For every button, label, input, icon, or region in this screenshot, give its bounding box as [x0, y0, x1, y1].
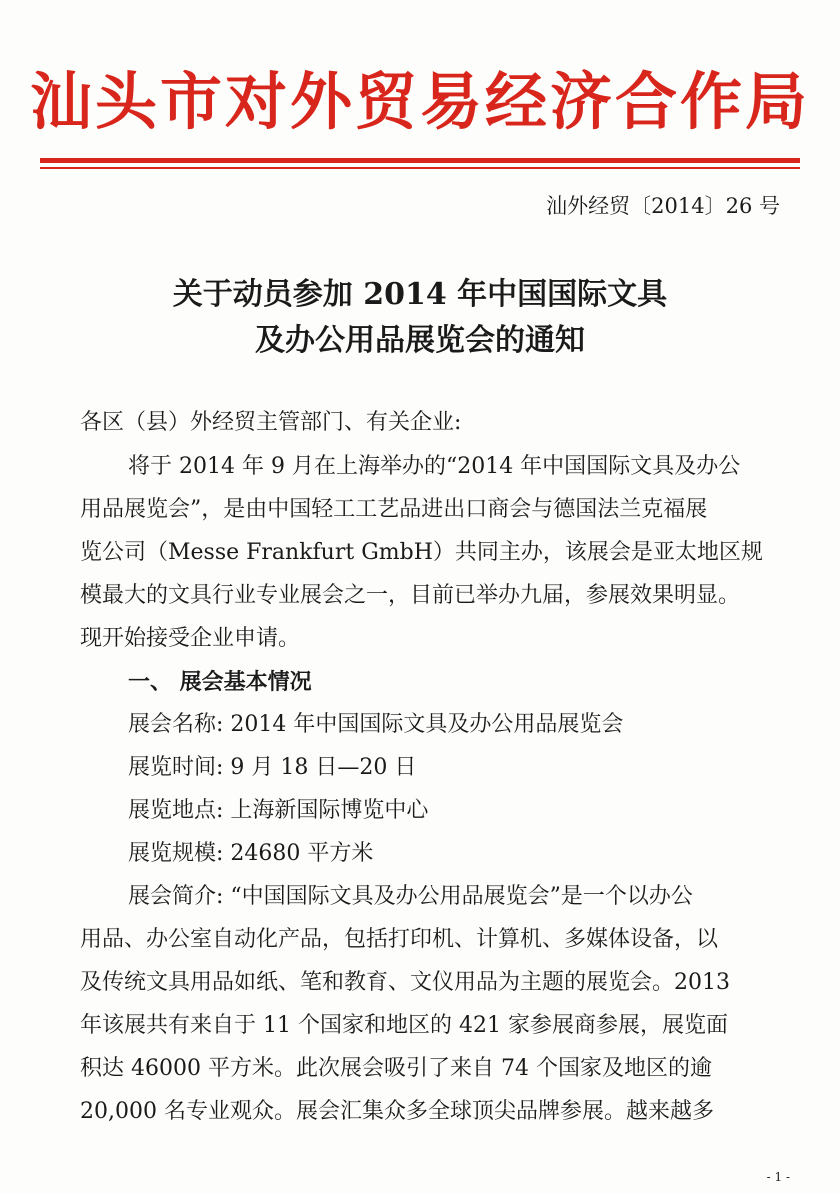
intro-line: 览公司（Messe Frankfurt GmbH）共同主办，该展会是亚太地区规 [80, 540, 763, 565]
intro-line: 模最大的文具行业专业展会之一，目前已举办九届，参展效果明显。 [80, 583, 741, 608]
salutation: 各区（县）外经贸主管部门、有关企业: [80, 410, 462, 435]
fact-exhibition-scale: 展览规模: 24680 平方米 [128, 841, 374, 866]
fact-exhibition-time: 展览时间: 9 月 18 日—20 日 [128, 755, 417, 780]
exhibition-intro-line: 及传统文具用品如纸、笔和教育、文仪用品为主题的展览会。2013 [80, 970, 730, 995]
red-divider-thin [40, 167, 800, 169]
intro-line: 将于 2014 年 9 月在上海举办的“2014 年中国国际文具及办公 [128, 454, 741, 479]
fact-exhibition-name: 展会名称: 2014 年中国国际文具及办公用品展览会 [128, 712, 624, 737]
intro-line: 现开始接受企业申请。 [80, 626, 301, 651]
exhibition-intro-line: 20,000 名专业观众。展会汇集众多全球顶尖品牌参展。越来越多 [80, 1099, 714, 1124]
section-heading: 一、 展会基本情况 [128, 669, 312, 695]
red-divider-thick [40, 158, 800, 163]
document-number: 汕外经贸〔2014〕26 号 [546, 194, 780, 218]
exhibition-intro-line: 用品、办公室自动化产品，包括打印机、计算机、多媒体设备，以 [80, 927, 719, 952]
exhibition-intro-line: 年该展共有来自于 11 个国家和地区的 421 家参展商参展，展览面 [80, 1013, 728, 1038]
page-number: - 1 - [766, 1170, 790, 1184]
document-title-line-1: 关于动员参加 2014 年中国国际文具 [172, 277, 668, 312]
agency-name-header: 汕头市对外贸易经济合作局 [29, 65, 810, 138]
exhibition-intro-line: 积达 46000 平方米。此次展会吸引了来自 74 个国家及地区的逾 [80, 1056, 712, 1081]
fact-exhibition-venue: 展览地点: 上海新国际博览中心 [128, 798, 429, 823]
intro-line: 用品展览会”，是由中国轻工工艺品进出口商会与德国法兰克福展 [80, 497, 708, 522]
exhibition-intro-line: 展会简介: “中国国际文具及办公用品展览会”是一个以办公 [128, 884, 693, 909]
document-title-line-2: 及办公用品展览会的通知 [255, 323, 585, 358]
